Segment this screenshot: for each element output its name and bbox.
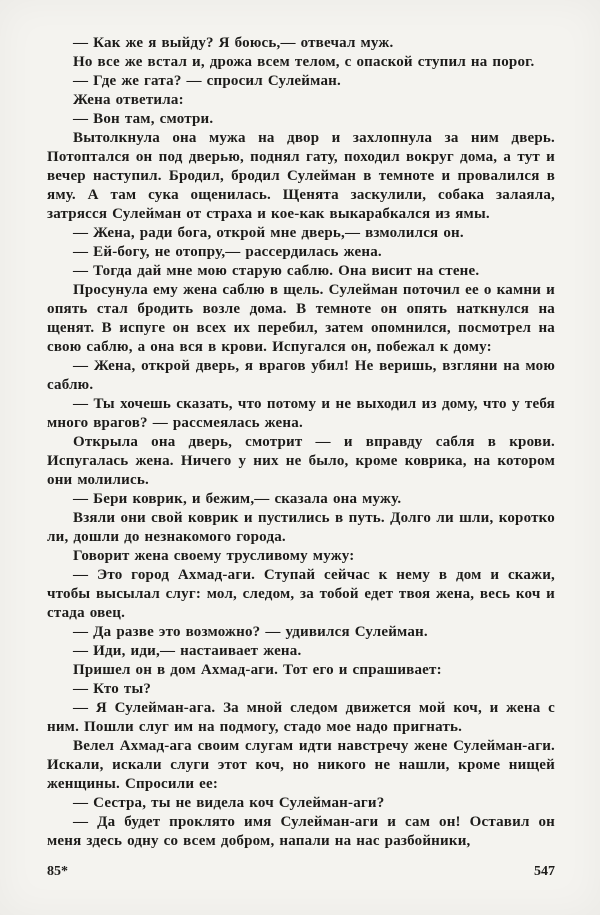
page-number: 547 xyxy=(534,864,555,879)
paragraph: Говорит жена своему трусливому мужу: xyxy=(73,548,355,564)
paragraph: Взяли они свой коврик и пустились в путь. Долго ли шли, коротко ли, дошли до незнакомого города. xyxy=(47,510,555,545)
paragraph: Вытолкнула она мужа на двор и захлопнула за ним дверь. Потоптался он под дверью, поднял гату, походил вокруг дома, а тут и вечер наступил. Бродил, бродил Сулейман в темноте и провалился в яму. А там сука ощенилась. Щенята заскулили, собака залаяла, затрясся Сулейман от страха и кое-как выкарабкался из ямы. xyxy=(47,130,555,222)
dialogue-line: — Ты хочешь сказать, что потому и не выходил из дому, что у тебя много врагов? — рассмеялась жена. xyxy=(47,396,555,431)
dialogue-line: — Жена, открой дверь, я врагов убил! Не веришь, взгляни на мою саблю. xyxy=(47,358,555,393)
dialogue-line: — Тогда дай мне мою старую саблю. Она висит на стене. xyxy=(73,263,480,279)
paragraph: Открыла она дверь, смотрит — и вправду сабля в крови. Испугалась жена. Ничего у них не было, кроме коврика, на котором они молились. xyxy=(47,434,555,488)
paragraph: Пришел он в дом Ахмад-аги. Тот его и спрашивает: xyxy=(73,662,442,678)
dialogue-line: — Да будет проклято имя Сулейман-аги и сам он! Оставил он меня здесь одну со всем добром, напали на нас разбойники, xyxy=(47,814,555,849)
page-footer xyxy=(47,864,555,880)
paragraph: Жена ответила: xyxy=(73,92,184,108)
dialogue-line: — Это город Ахмад-аги. Ступай сейчас к нему в дом и скажи, чтобы высылал слуг: мол, следом, за тобой едет твоя жена, весь коч и стада овец. xyxy=(47,567,555,621)
dialogue-line: — Сестра, ты не видела коч Сулейман-аги? xyxy=(73,795,385,811)
dialogue-line: — Ей-богу, не отопру,— рассердилась жена. xyxy=(73,244,382,260)
dialogue-line: — Бери коврик, и бежим,— сказала она мужу. xyxy=(73,491,402,507)
dialogue-line: — Как же я выйду? Я боюсь,— отвечал муж. xyxy=(73,35,394,51)
page-text xyxy=(47,34,555,851)
paragraph: Просунула ему жена саблю в щель. Сулейман поточил ее о камни и опять стал бродить возле дома. В темноте он опять наткнулся на щенят. В испуге он всех их перебил, затем опомнился, посмотрел на свою саблю, а она вся в крови. Испугался он, побежал к дому: xyxy=(47,282,555,355)
dialogue-line: — Иди, иди,— настаивает жена. xyxy=(73,643,302,659)
dialogue-line: — Я Сулейман-ага. За мной следом движется мой коч, и жена с ним. Пошли слуг им на подмогу, стадо мое надо пригнать. xyxy=(47,700,555,735)
dialogue-line: — Да разве это возможно? — удивился Сулейман. xyxy=(73,624,428,640)
dialogue-line: — Вон там, смотри. xyxy=(73,111,214,127)
dialogue-line: — Где же гата? — спросил Сулейман. xyxy=(73,73,341,89)
dialogue-line: — Кто ты? xyxy=(73,681,152,697)
page-signature: 85* xyxy=(47,864,68,879)
paragraph: Но все же встал и, дрожа всем телом, с опаской ступил на порог. xyxy=(73,54,535,70)
paragraph: Велел Ахмад-ага своим слугам идти навстречу жене Сулейман-аги. Искали, искали слуги этот коч, но никого не нашли, кроме нищей женщины. Спросили ее: xyxy=(47,738,555,792)
dialogue-line: — Жена, ради бога, открой мне дверь,— взмолился он. xyxy=(73,225,464,241)
